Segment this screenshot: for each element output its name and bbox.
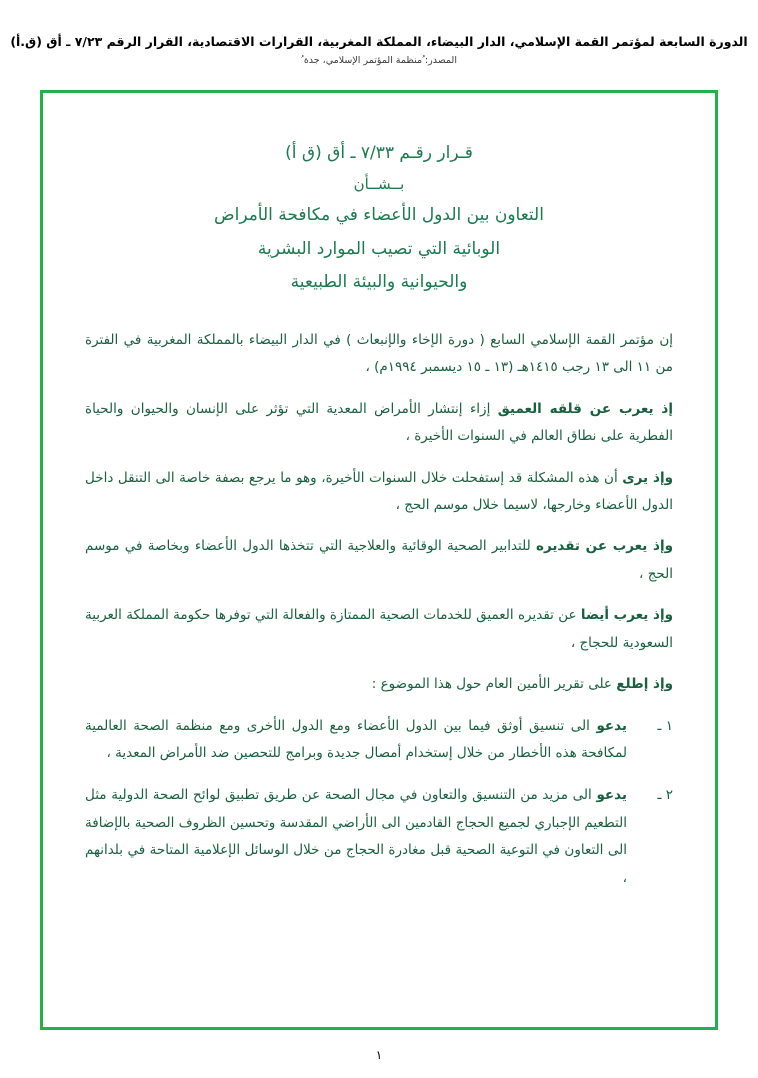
preamble-6-lead: وإذ إطلع [616,676,673,693]
resolution-concerning: بــشــأن [353,175,405,194]
document-running-header [0,34,758,68]
preamble-paragraph-4 [85,533,673,588]
preamble-paragraph-1: إن مؤتمر القمة الإسلامي السابع ( دورة الإخاء والإنبعاث ) في الدار البيضاء بالمملكة المغربية في الفترة من ١١ الى ١٣ رجب ١٤١٥هـ (١٣ ـ ١٥ ديسمبر ١٩٩٤م) ، [85,331,673,376]
list-item-number: ٢ ـ [657,787,673,804]
list-item [85,713,673,768]
running-title: الدورة السابعة لمؤتمر القمة الإسلامي، الدار البيضاء، المملكة المغربية، القرارات الاقتصادية، القرار الرقم ٧/٢٣ ـ أق (ق.أ) [10,34,748,49]
preamble-2-text: إزاء إنتشار الأمراض المعدية التي تؤثر على الإنسان والحيوان والحياة الفطرية على نطاق العالم في السنوات الأخيرة ، [85,400,673,445]
page-frame [40,90,718,1030]
list-item-body: الى تنسيق أوثق فيما بين الدول الأعضاء ومع الدول الأخرى ومع منظمة الصحة العالمية لمكافحة هذه الأخطار من خلال إستخدام أمصال جديدة وبرامج للتحصين ضد الأمراض المعدية ، [85,717,627,762]
preamble-6-text: على تقرير الأمين العام حول هذا الموضوع : [371,676,617,693]
list-item-text [85,713,627,768]
list-item-number: ١ ـ [657,717,673,734]
preamble-paragraph-3 [85,465,673,520]
resolution-subject-line-1: التعاون بين الدول الأعضاء في مكافحة الأمراض [214,205,544,226]
list-item-lead: يدعو [596,717,627,734]
preamble-4-text: للتدابير الصحية الوقائية والعلاجية التي تتخذها الدول الأعضاء وبخاصة في موسم الحج ، [85,538,673,583]
preamble-5-text: عن تقديره العميق للخدمات الصحية الممتازة والفعالة التي توفرها حكومة المملكة العربية السعودية للحجاج ، [85,607,673,651]
preamble-5-lead: وإذ يعرب أيضا [580,607,673,624]
list-item-text [85,782,627,893]
resolution-subject-line-2: الوبائية التي تصيب الموارد البشرية [257,238,501,259]
page-number: ١ [375,1048,383,1062]
preamble-3-lead: وإذ يرى [622,469,673,486]
list-item-body: الى مزيد من التنسيق والتعاون في مجال الصحة عن طريق تطبيق لوائح الصحة الدولية مثل التطعيم الإجباري لجميع الحجاج القادمين الى الأراضي المقدسة وتحسين الظروف الصحية بالإضافة الى التعاون في التوعية الصحية قبل مغادرة الحجاج من خلال الوسائل الإعلامية المتاحة في بلدانهم ، [85,787,627,887]
resolution-title-block [85,137,673,299]
preamble-2-lead: إذ يعرب عن قلقه العميق [497,400,673,417]
preamble-4-lead: وإذ يعرب عن تقديره [535,538,673,555]
resolution-body [85,327,673,893]
preamble-paragraph-2 [85,396,673,451]
preamble-paragraph-5 [85,602,673,657]
resolution-subject-line-3: والحيوانية والبيئة الطبيعية [290,271,468,292]
resolution-number: قـرار رقـم ٧/٣٣ ـ أق (ق أ) [285,143,473,163]
list-item-lead: يدعو [596,787,627,804]
page-content [85,117,673,1017]
preamble-3-text: أن هذه المشكلة قد إستفحلت خلال السنوات الأخيرة، وهو ما يرجع بصفة خاصة الى التنقل داخل الدول الأعضاء وخارجها، لاسيما خلال موسم الحج ، [85,469,673,514]
source-line: المصدر: ُمنظمة المؤتمر الإسلامي، جدة ُ [301,55,457,67]
preamble-paragraph-6 [85,671,673,699]
list-item [85,782,673,893]
